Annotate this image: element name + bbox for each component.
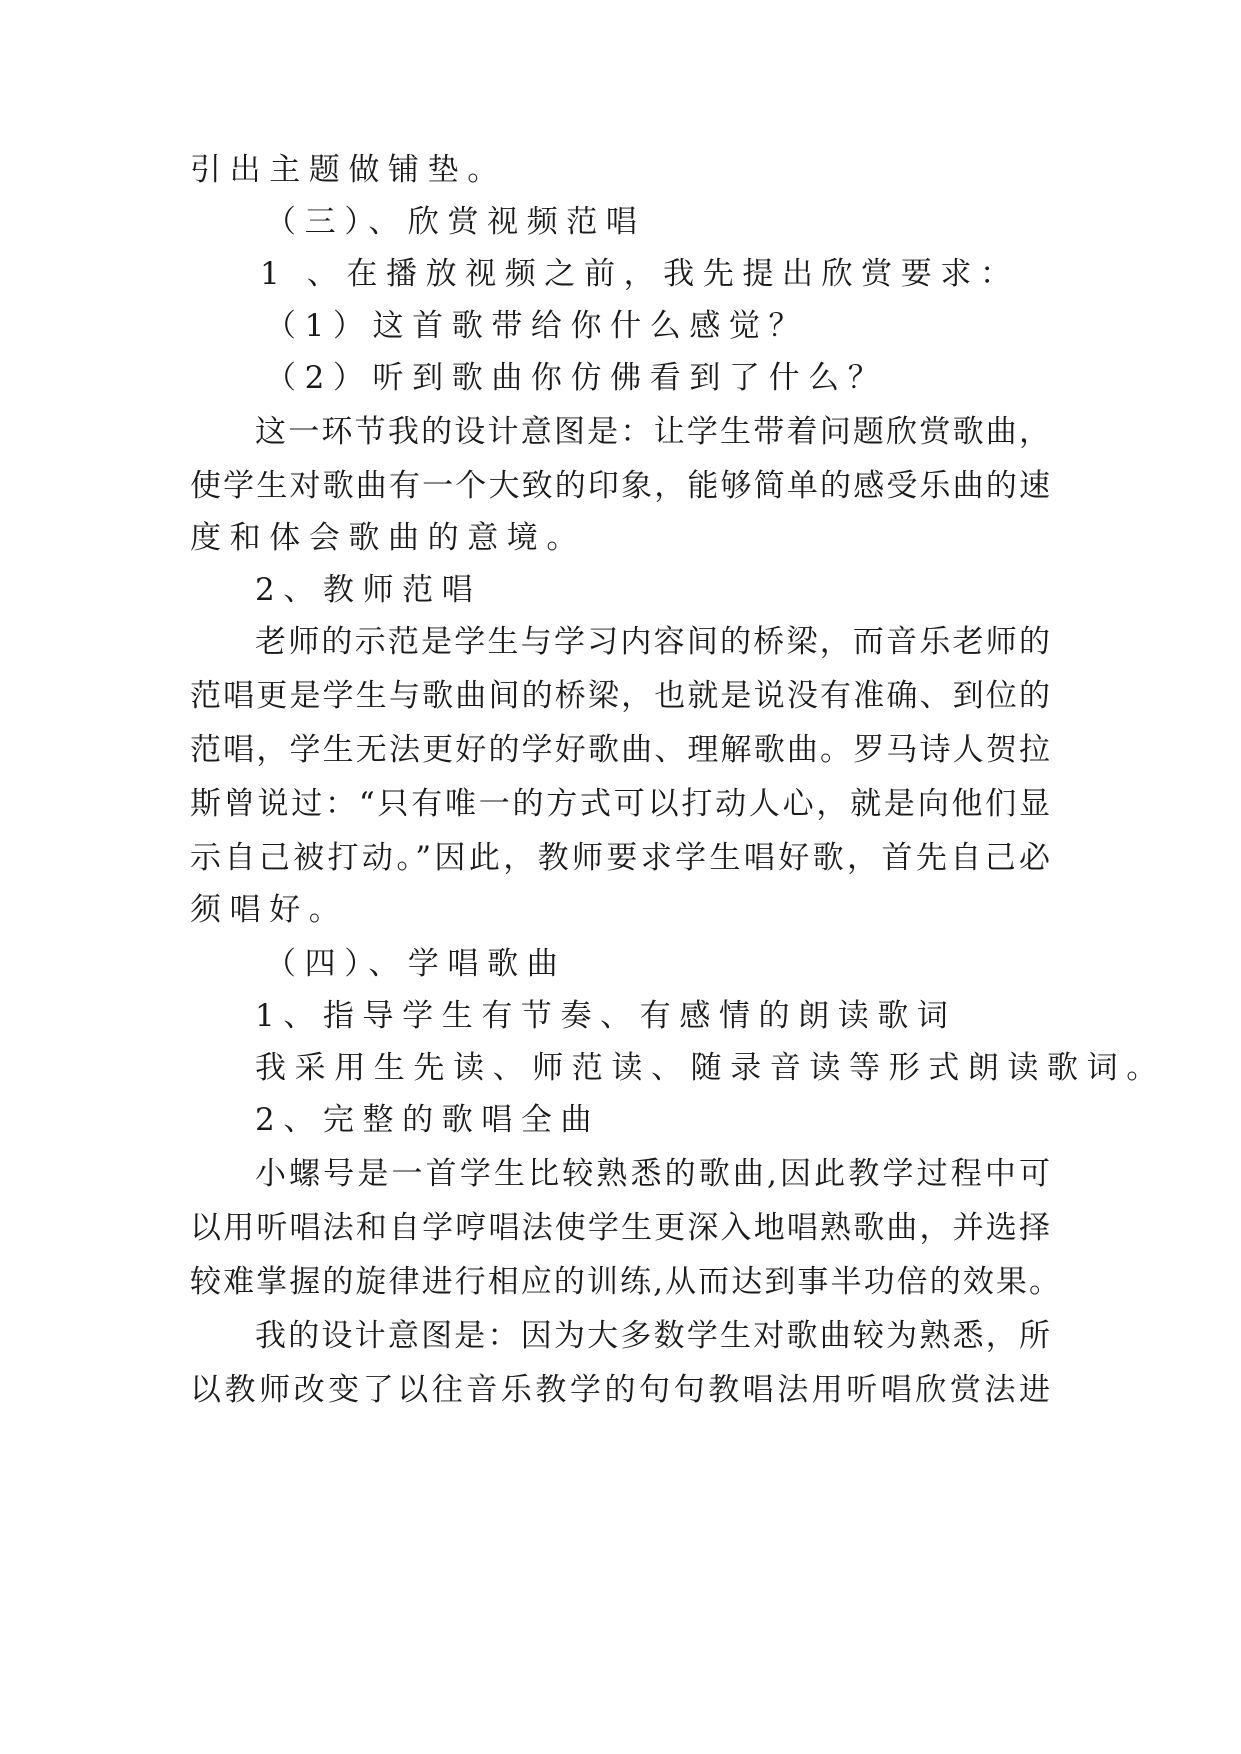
subsection-heading: 1、指导学生有节奏、有感情的朗读歌词 xyxy=(255,998,957,1034)
list-item: 1 、在播放视频之前，我先提出欣赏要求： xyxy=(260,256,1020,292)
paragraph-line: 斯曾说过：“只有唯一的方式可以打动人心，就是向他们显 xyxy=(190,786,1050,822)
paragraph-line: 老师的示范是学生与学习内容间的桥梁，而音乐老师的 xyxy=(255,624,1050,660)
section-heading: （三）、欣赏视频范唱 xyxy=(265,204,646,240)
subsection-heading: 2、教师范唱 xyxy=(255,572,482,608)
paragraph-line: 示自己被打动。”因此，教师要求学生唱好歌，首先自己必 xyxy=(190,840,1050,876)
paragraph-line: 以用听唱法和自学哼唱法使学生更深入地唱熟歌曲，并选择 xyxy=(190,1210,1050,1246)
list-item: （2）听到歌曲你仿佛看到了什么？ xyxy=(265,360,888,396)
paragraph-line: 我采用生先读、师范读、随录音读等形式朗读歌词。 xyxy=(255,1050,1166,1086)
paragraph-line: 较难掌握的旋律进行相应的训练,从而达到事半功倍的效果。 xyxy=(190,1264,1060,1300)
paragraph-line: 度和体会歌曲的意境。 xyxy=(190,520,586,556)
paragraph-line: 以教师改变了以往音乐教学的句句教唱法用听唱欣赏法进 xyxy=(190,1372,1050,1408)
list-item: （1）这首歌带给你什么感觉？ xyxy=(265,308,809,344)
subsection-heading: 2、完整的歌唱全曲 xyxy=(255,1102,601,1138)
paragraph-line: 我的设计意图是：因为大多数学生对歌曲较为熟悉，所 xyxy=(255,1318,1050,1354)
paragraph-line: 小螺号是一首学生比较熟悉的歌曲,因此教学过程中可 xyxy=(255,1156,1050,1192)
paragraph-line: 须唱好。 xyxy=(190,892,349,928)
text-line: 引出主题做铺垫。 xyxy=(190,152,507,188)
paragraph-line: 范唱更是学生与歌曲间的桥梁，也就是说没有准确、到位的 xyxy=(190,678,1050,714)
section-heading: （四）、学唱歌曲 xyxy=(265,946,567,982)
paragraph-line: 这一环节我的设计意图是：让学生带着问题欣赏歌曲， xyxy=(255,414,1050,450)
paragraph-line: 范唱，学生无法更好的学好歌曲、理解歌曲。罗马诗人贺拉 xyxy=(190,732,1050,768)
paragraph-line: 使学生对歌曲有一个大致的印象，能够简单的感受乐曲的速 xyxy=(190,468,1050,504)
